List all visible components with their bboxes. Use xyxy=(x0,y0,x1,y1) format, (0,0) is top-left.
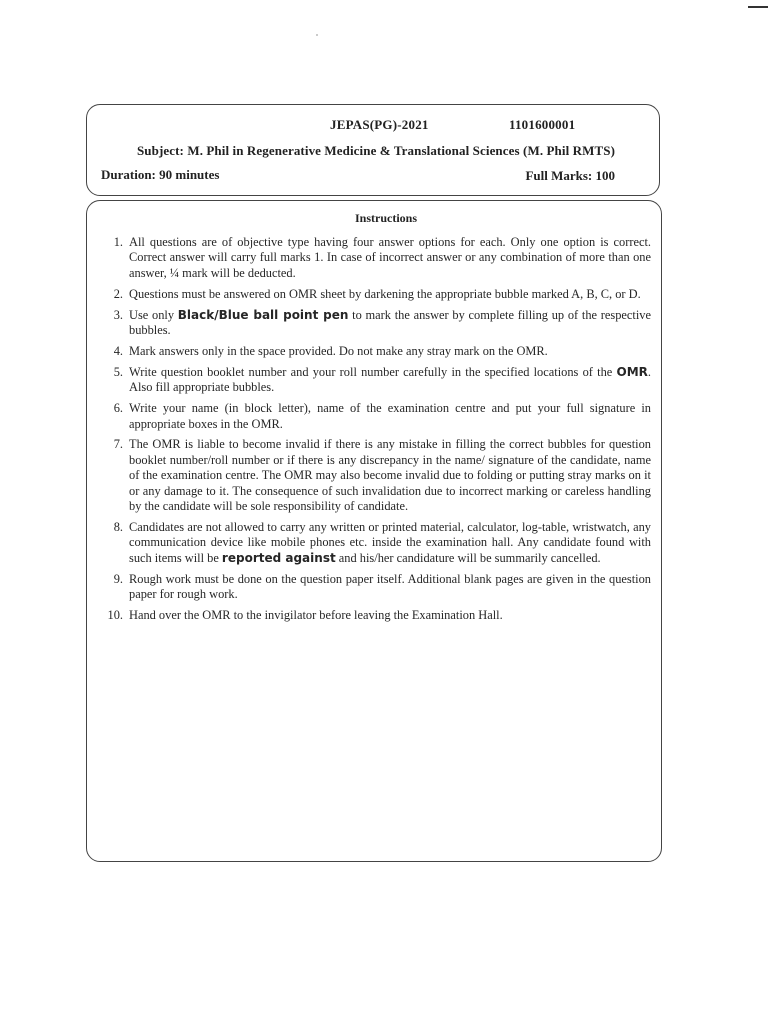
scan-speck xyxy=(316,34,318,36)
instruction-text: The OMR is liable to become invalid if there is any mistake in filling the correct bubbles for question booklet number/roll number or if there is any discrepancy in the name/ signature of the candidate, name of the examination centre. The OMR may also become invalid due to folding or putting stray marks on it or any damage to it. The consequence of such invalidation due to incorrect marking or careless handling by the candidate will be sole responsibility of candidate. xyxy=(129,437,651,514)
exam-code: JEPAS(PG)-2021 xyxy=(330,117,429,132)
instruction-text xyxy=(123,520,651,566)
instruction-item xyxy=(95,572,651,603)
instruction-number: 8. xyxy=(113,520,123,534)
instruction-emphasis: reported against xyxy=(221,550,336,565)
instruction-number: 4. xyxy=(113,343,123,358)
exam-header-box xyxy=(86,104,660,196)
instruction-text-part: Use only xyxy=(129,307,178,322)
instruction-item xyxy=(95,235,651,281)
instruction-item xyxy=(95,520,651,566)
instruction-item xyxy=(95,608,651,623)
instruction-item xyxy=(95,401,651,432)
booklet-serial-number: 1101600001 xyxy=(509,117,576,132)
instruction-number: 7. xyxy=(113,437,123,452)
instruction-text-part: Write question booklet number and your roll number carefully in the specified locations of the xyxy=(129,364,617,379)
instructions-box xyxy=(86,200,662,862)
instruction-item xyxy=(95,287,651,302)
instruction-item xyxy=(95,344,651,359)
exam-full-marks: Full Marks: 100 xyxy=(525,168,615,183)
instruction-text: Write your name (in block letter), name of the examination centre and put your full signature in appropriate boxes in the OMR. xyxy=(129,401,651,431)
instruction-item xyxy=(95,308,651,339)
instructions-title: Instructions xyxy=(354,211,417,225)
instruction-text-part: and his/her candidature will be summarily cancelled. xyxy=(335,550,601,565)
instruction-text-part: to mark the answer by complete filling up of the respective bubbles. xyxy=(129,307,651,338)
instruction-number: 9. xyxy=(113,571,123,586)
exam-duration: Duration: 90 minutes xyxy=(101,167,220,182)
instruction-number: 6. xyxy=(113,401,123,416)
instruction-emphasis: OMR xyxy=(616,364,648,379)
instruction-text: Hand over the OMR to the invigilator before leaving the Examination Hall. xyxy=(129,608,503,623)
instruction-text xyxy=(123,308,651,339)
instruction-item xyxy=(95,437,651,514)
instructions-list xyxy=(95,235,651,629)
instruction-number: 1. xyxy=(113,235,123,249)
instruction-number: 3. xyxy=(113,307,123,322)
instruction-number: 2. xyxy=(113,286,123,301)
instruction-text: All questions are of objective type having four answer options for each. Only one option is correct. Correct answer will carry full marks 1. In case of incorrect answer or any combination of more than one answer, ¼ mark will be deducted. xyxy=(129,235,651,280)
instruction-text-part: Candidates are not allowed to carry any written or printed material, calculator, log-table, wristwatch, any communication device like mobile phones etc. inside the examination hall. Any candidate found with such items will be xyxy=(129,520,651,565)
exam-subject: Subject: M. Phil in Regenerative Medicine & Translational Sciences (M. Phil RMTS) xyxy=(136,143,616,158)
instruction-text: Rough work must be done on the question paper itself. Additional blank pages are given in the question paper for rough work. xyxy=(129,571,651,602)
instruction-text: Questions must be answered on OMR sheet by darkening the appropriate bubble marked A, B, C, or D. xyxy=(129,286,641,301)
instruction-text: Mark answers only in the space provided. Do not make any stray mark on the OMR. xyxy=(129,343,548,358)
instruction-number: 10. xyxy=(107,608,123,623)
page-edge-mark xyxy=(748,6,768,8)
instruction-number: 5. xyxy=(113,364,123,379)
instruction-text xyxy=(123,365,651,396)
instruction-emphasis: Black/Blue ball point pen xyxy=(177,307,349,322)
instruction-text-part: . Also fill appropriate bubbles. xyxy=(129,364,651,395)
instruction-item xyxy=(95,365,651,396)
